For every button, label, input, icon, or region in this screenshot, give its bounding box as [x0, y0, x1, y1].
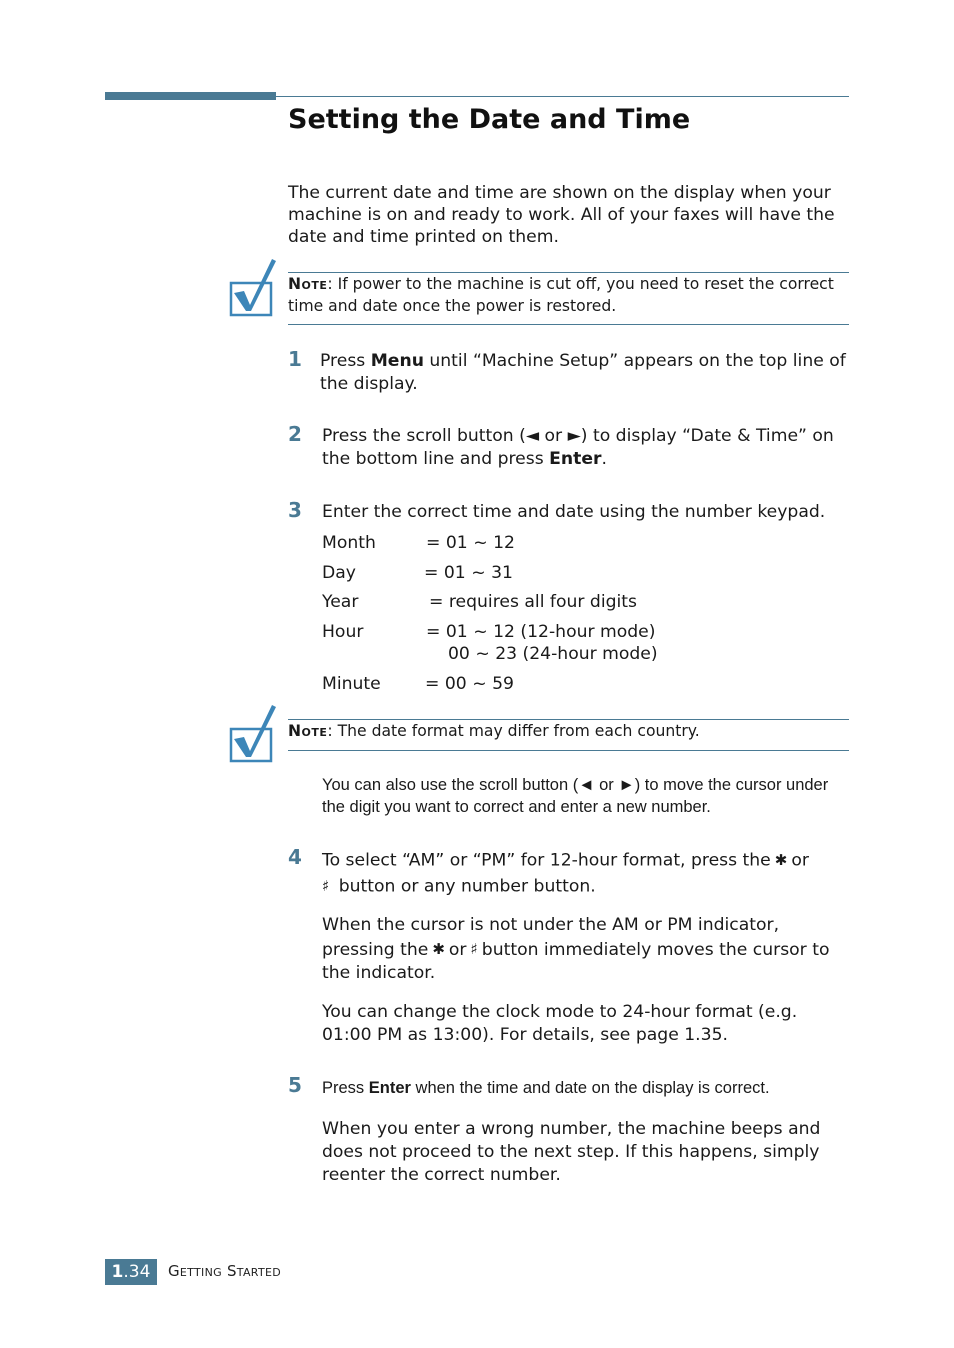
page-title: Setting the Date and Time: [288, 104, 691, 135]
range-value: = requires all four digits: [429, 592, 637, 612]
range-value: = 01 ~ 12 (12-hour mode): [426, 622, 656, 642]
step-number: 3: [288, 498, 302, 522]
note-bottom-rule: [288, 750, 849, 751]
step-number: 1: [288, 347, 302, 371]
range-label: Minute: [322, 674, 381, 694]
step-2-text: [322, 425, 842, 471]
step-text-post: .: [601, 449, 607, 469]
star-key-icon: ✱: [432, 939, 445, 958]
footer-section-title: Getting Started: [168, 1262, 281, 1280]
step-text-post: when the time and date on the display is correct.: [410, 1079, 770, 1097]
range-label: Day: [322, 563, 356, 583]
header-rule-thick: [105, 92, 276, 100]
range-row-hour: [322, 621, 655, 643]
range-value: = 01 ~ 12: [426, 533, 515, 553]
range-row-hour-24: 00 ~ 23 (24-hour mode): [448, 644, 658, 664]
step-5-text: [322, 1077, 852, 1099]
step-text-post: button or any number button.: [338, 876, 596, 896]
range-row-minute: [322, 673, 514, 695]
note-text: : The date format may differ from each country.: [327, 722, 700, 740]
step-4-text: [322, 848, 852, 899]
note-top-rule: [288, 272, 849, 273]
step-3-text: Enter the correct time and date using the number keypad.: [322, 502, 826, 522]
page-number-badge: [105, 1259, 157, 1285]
step-number: 4: [288, 845, 302, 869]
step-number: 5: [288, 1073, 302, 1097]
tip-text-or: or: [448, 939, 467, 960]
checkmark-note-icon: [228, 255, 280, 317]
star-key-icon: ✱: [774, 851, 788, 869]
step-text-pre: Press: [320, 351, 371, 371]
note-text: : If power to the machine is cut off, you need to reset the correct time and date once the power is restored.: [288, 275, 834, 315]
range-value: = 01 ~ 31: [424, 563, 513, 583]
note-1: [288, 274, 853, 317]
step-text-pre: Press the scroll button (◄ or ►) to display “Date & Time” on the bottom line and press: [322, 426, 834, 469]
range-row-month: [322, 532, 515, 554]
range-label: Hour: [322, 622, 364, 642]
hash-key-icon: ♯: [322, 876, 330, 895]
note-bottom-rule: [288, 324, 849, 325]
step-1-text: [320, 350, 850, 396]
note-2: [288, 721, 853, 743]
note-label: Note: [288, 722, 328, 740]
intro-paragraph: The current date and time are shown on the display when your machine is on and ready to work. All of your faxes will have the date and time printed on them.: [288, 183, 835, 247]
range-row-day: [322, 562, 513, 584]
note-top-rule: [288, 719, 849, 720]
scroll-tip: You can also use the scroll button (◄ or ►) to move the cursor under the digit you want to correct and enter a new number.: [322, 776, 829, 816]
header-rule-thin: [276, 96, 849, 97]
wrong-number-tip: When you enter a wrong number, the machine beeps and does not proceed to the next step. If this happens, simply reenter the correct number.: [322, 1119, 821, 1185]
step-number: 2: [288, 422, 302, 446]
step-text-or: or: [791, 850, 809, 871]
chapter-number: 1: [111, 1262, 124, 1282]
cursor-tip: [322, 914, 852, 985]
range-label: Year: [322, 592, 359, 612]
note-label: Note: [288, 275, 328, 293]
menu-key-label: Menu: [370, 351, 424, 371]
range-value: = 00 ~ 59: [425, 674, 514, 694]
range-label: Month: [322, 533, 376, 553]
checkmark-note-icon: [228, 701, 280, 763]
tip-text-pre: When the cursor is not under the AM or PM indicator, pressing the: [322, 915, 780, 960]
page-number: .34: [123, 1262, 151, 1282]
step-text-pre: Press: [322, 1079, 369, 1097]
hash-key-icon: ♯: [470, 939, 478, 958]
enter-key-label: Enter: [368, 1079, 411, 1097]
step-text-pre: To select “AM” or “PM” for 12-hour format, press the: [322, 850, 771, 871]
range-row-year: [322, 591, 637, 613]
enter-key-label: Enter: [549, 449, 602, 469]
tip-text-post: button immediately moves the cursor to the indicator.: [322, 939, 830, 983]
clock-mode-tip: You can change the clock mode to 24-hour format (e.g. 01:00 PM as 13:00). For details, see page 1.35.: [322, 1002, 798, 1045]
step-text-post: until “Machine Setup” appears on the top line of the display.: [320, 351, 846, 394]
